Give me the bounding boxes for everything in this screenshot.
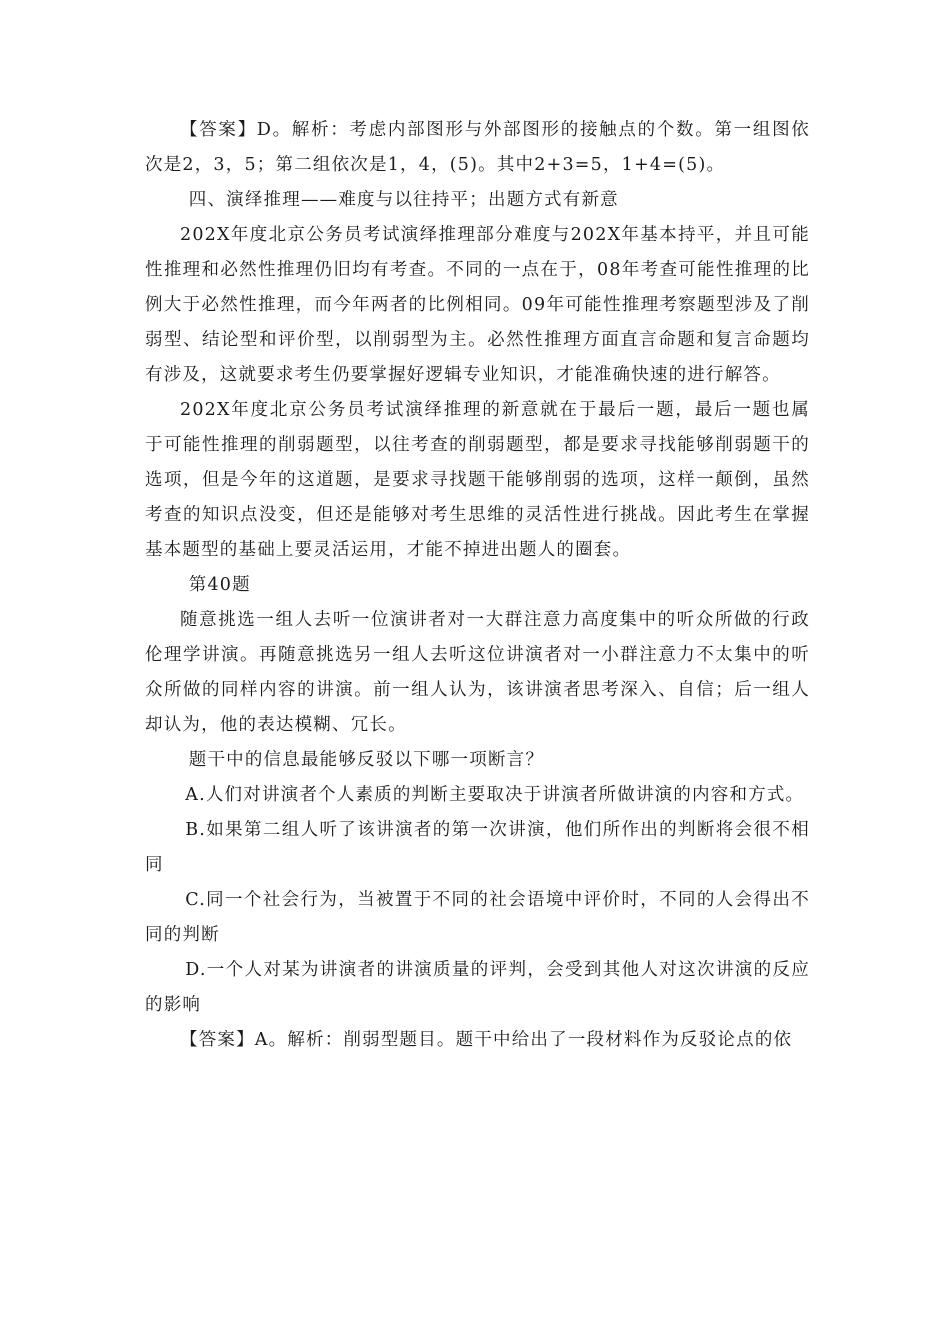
option-d: D.一个人对某为讲演者的讲演质量的评判，会受到其他人对这次讲演的反应的影响 [145, 960, 810, 1015]
option-c: C.同一个社会行为，当被置于不同的社会语境中评价时，不同的人会得出不同的判断 [145, 890, 810, 945]
answer-paragraph-figure: 【答案】D。解析：考虑内部图形与外部图形的接触点的个数。第一组图依次是2，3，5；第二组依次是1，4，(5)。其中2+3=5，1+4=(5)。 [145, 120, 810, 175]
section-heading-deductive-reasoning: 四、演绎推理——难度与以往持平；出题方式有新意 [188, 190, 619, 210]
option-b: B.如果第二组人听了该讲演者的第一次讲演，他们所作出的判断将会很不相同 [145, 820, 810, 875]
option-a: A.人们对讲演者个人素质的判断主要取决于讲演者所做讲演的内容和方式。 [185, 785, 805, 805]
body-paragraph-novelty: 202X年度北京公务员考试演绎推理的新意就在于最后一题，最后一题也属于可能性推理的削弱题型，以往考查的削弱题型，都是要求寻找能够削弱题干的选项，但是今年的这道题，是要求寻找题干能够削弱的选项，这样一颠倒，虽然考查的知识点没变，但还是能够对考生思维的灵活性进行挑战。因此考生在掌握基本题型的基础上要灵活运用，才能不掉进出题人的圈套。 [145, 400, 810, 560]
question-prompt: 题干中的信息最能够反驳以下哪一项断言？ [188, 750, 545, 770]
question-stem: 随意挑选一组人去听一位演讲者对一大群注意力高度集中的听众所做的行政伦理学讲演。再随意挑选另一组人去听这位讲演者对一小群注意力不太集中的听众所做的同样内容的讲演。前一组人认为，该讲演者思考深入、自信；后一组人却认为，他的表达模糊、冗长。 [145, 610, 810, 735]
document-body [145, 113, 810, 1058]
answer-paragraph-question-40: 【答案】A。解析：削弱型题目。题干中给出了一段材料作为反驳论点的依 [180, 1030, 793, 1050]
body-paragraph-difficulty: 202X年度北京公务员考试演绎推理部分难度与202X年基本持平，并且可能性推理和必然性推理仍旧均有考查。不同的一点在于，08年考查可能性推理的比例大于必然性推理，而今年两者的比例相同。09年可能性推理考察题型涉及了削弱型、结论型和评价型，以削弱型为主。必然性推理方面直言命题和复言命题均有涉及，这就要求考生仍要掌握好逻辑专业知识，才能准确快速的进行解答。 [145, 225, 810, 385]
question-number: 第40题 [188, 575, 251, 595]
